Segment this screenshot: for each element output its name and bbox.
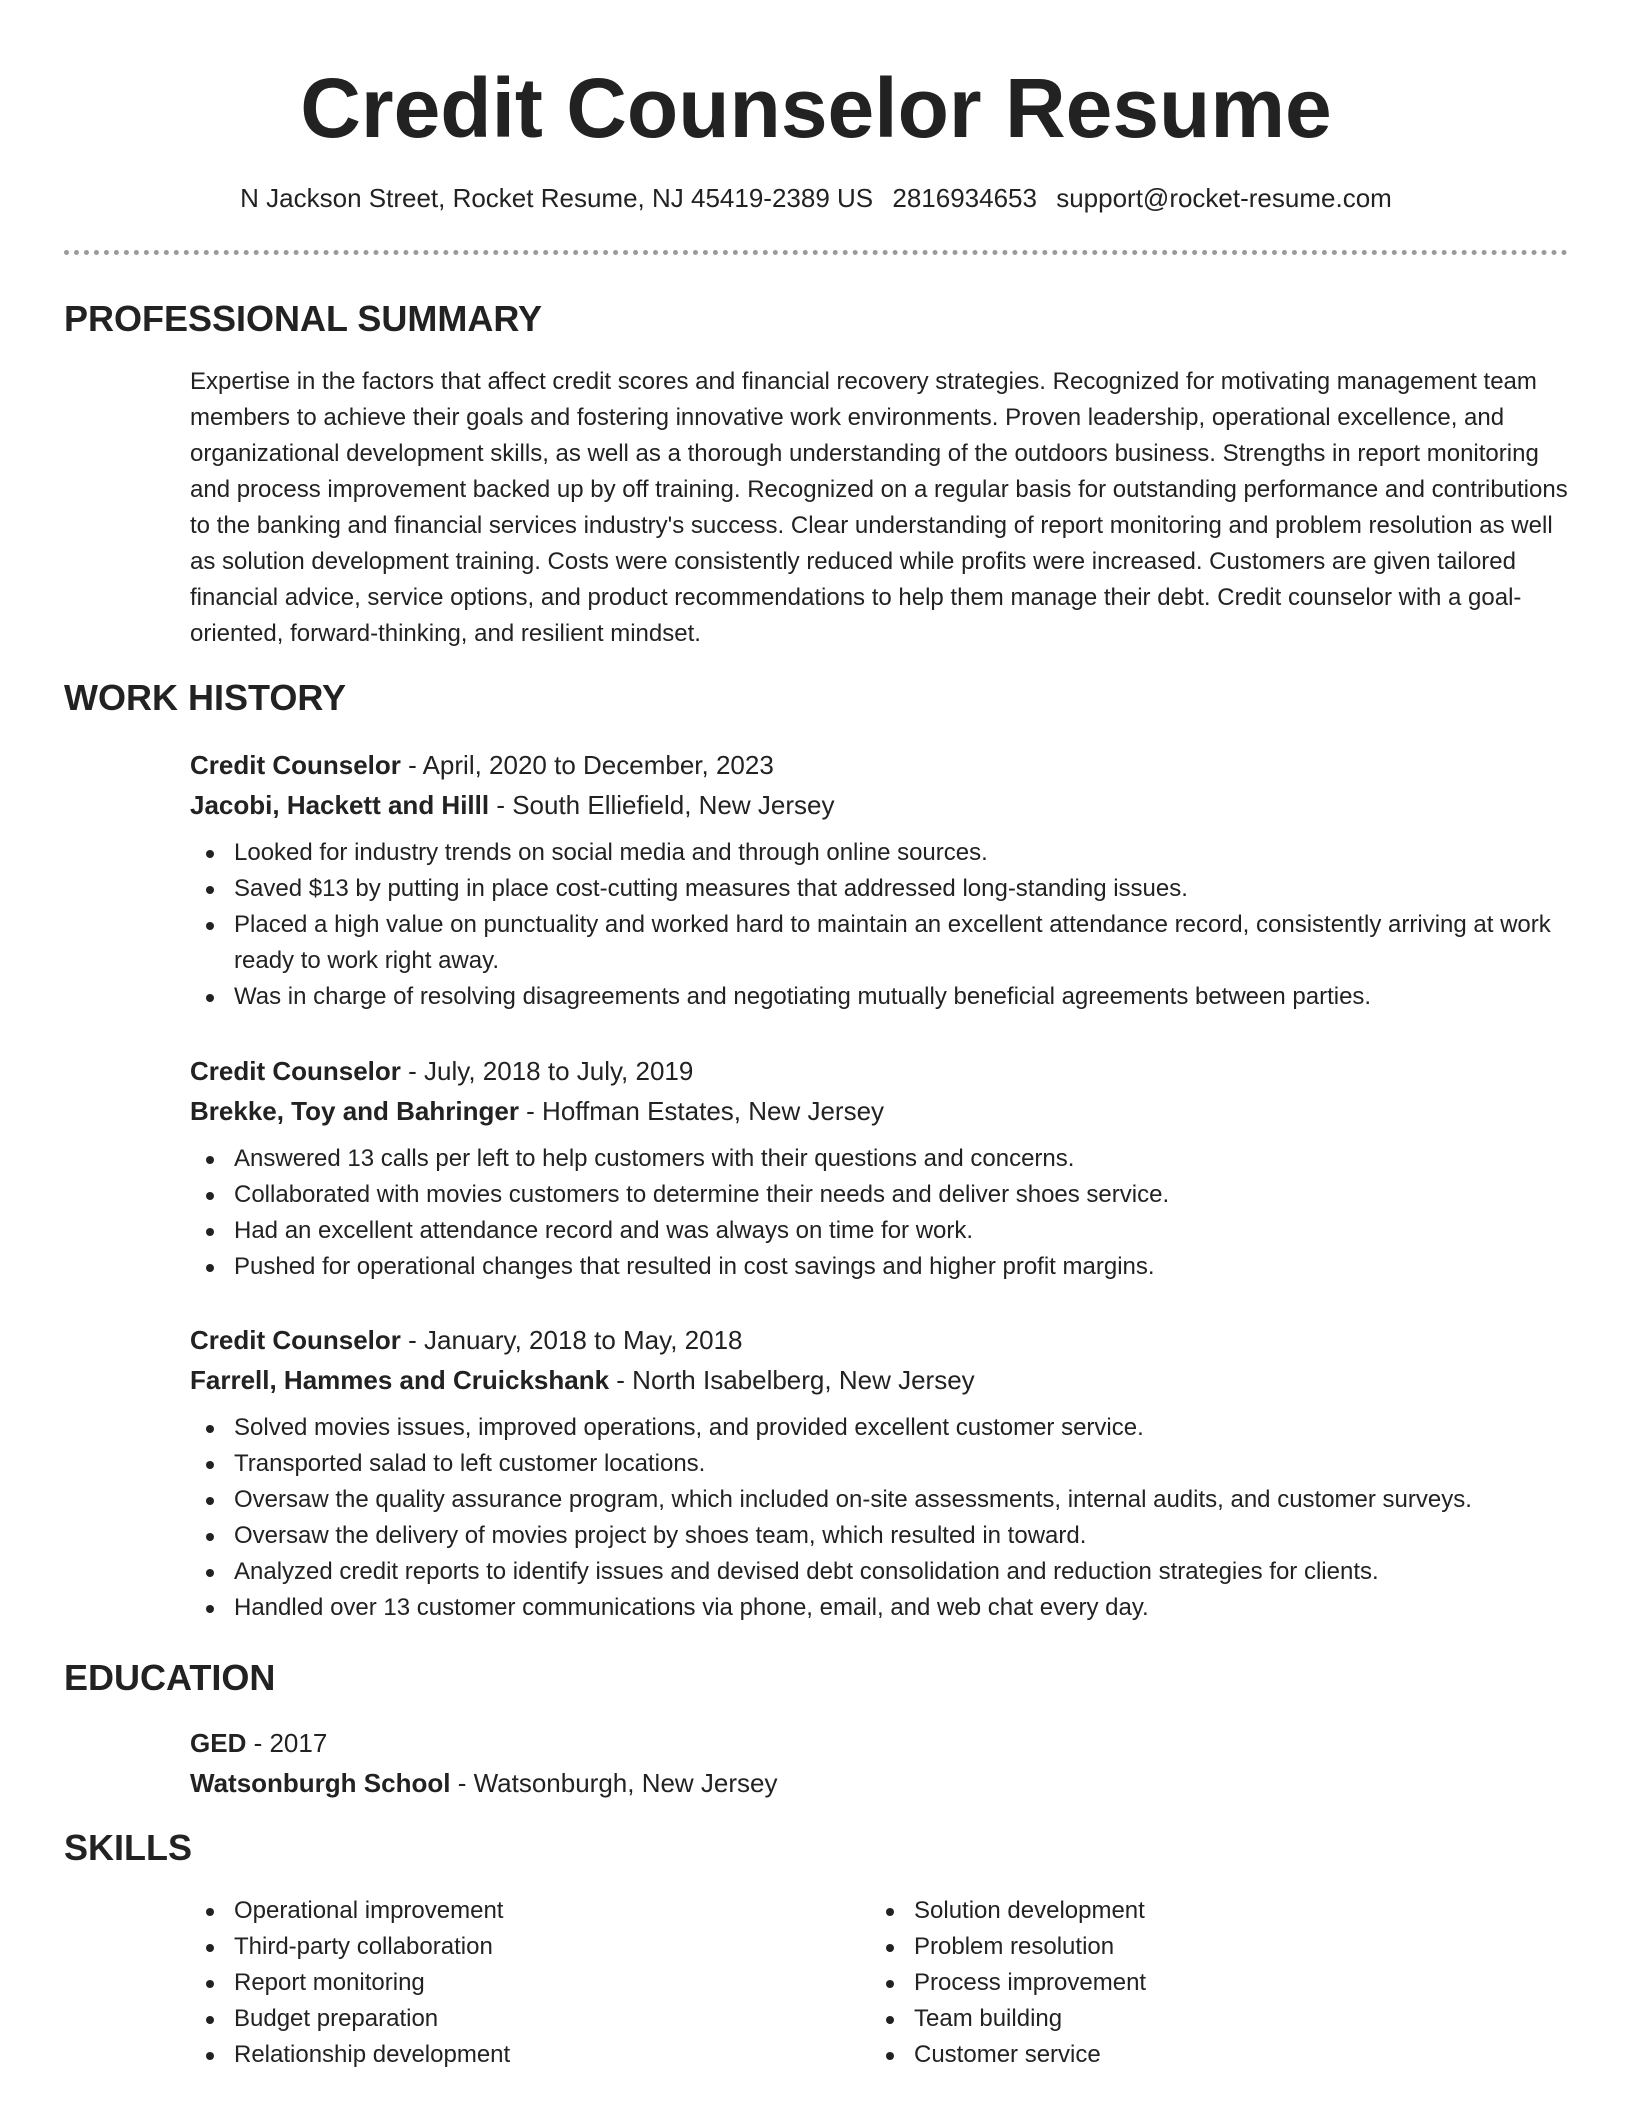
job-title: Credit Counselor bbox=[190, 1056, 401, 1086]
skill-item: Solution development bbox=[870, 1893, 1550, 1929]
skill-item: Budget preparation bbox=[190, 2001, 870, 2037]
job-bullet: Saved $13 by putting in place cost-cutting measures that addressed long-standing issues. bbox=[190, 871, 1570, 907]
job-location: - Hoffman Estates, New Jersey bbox=[518, 1096, 885, 1126]
job-location: - North Isabelberg, New Jersey bbox=[609, 1365, 975, 1395]
job-title-line bbox=[190, 1320, 1570, 1360]
skill-item: Relationship development bbox=[190, 2037, 870, 2073]
contact-email[interactable]: support@rocket-resume.com bbox=[1056, 183, 1392, 213]
school-line bbox=[190, 1763, 1570, 1803]
skills-list bbox=[190, 1893, 870, 2073]
education-entry bbox=[190, 1723, 1570, 1803]
job-entry bbox=[190, 745, 1570, 1015]
job-company: Farrell, Hammes and Cruickshank bbox=[190, 1365, 610, 1395]
degree: GED bbox=[190, 1728, 247, 1758]
job-company-line bbox=[190, 1091, 1570, 1131]
skill-item: Third-party collaboration bbox=[190, 1929, 870, 1965]
school-location: - Watsonburgh, New Jersey bbox=[450, 1768, 778, 1798]
skill-item: Customer service bbox=[870, 2037, 1550, 2073]
skill-item: Operational improvement bbox=[190, 1893, 870, 1929]
job-bullet: Had an excellent attendance record and was always on time for work. bbox=[190, 1213, 1570, 1249]
resume-title: Credit Counselor Resume bbox=[300, 61, 1332, 155]
summary-section bbox=[190, 364, 1570, 652]
degree-year: - 2017 bbox=[246, 1728, 328, 1758]
school-name: Watsonburgh School bbox=[190, 1768, 451, 1798]
summary-text: Expertise in the factors that affect credit scores and financial recovery strategies. Recognized for motivating management team members to achieve their goals and fostering innovative work environments. Proven leadership, operational excellence, and organizational development skills, as well as a thorough understanding of the outdoors business. Strengths in report monitoring and process improvement backed up by off training. Recognized on a regular basis for outstanding performance and contributions to the banking and financial services industry's success. Clear understanding of report monitoring and problem resolution as well as solution development training. Costs were consistently reduced while profits were increased. Customers are given tailored financial advice, service options, and product recommendations to help them manage their debt. Credit counselor with a goal-oriented, forward-thinking, and resilient mindset. bbox=[190, 368, 1568, 647]
skills-column-left bbox=[190, 1893, 870, 2073]
degree-line bbox=[190, 1723, 1570, 1763]
job-bullet: Collaborated with movies customers to determine their needs and deliver shoes service. bbox=[190, 1177, 1570, 1213]
summary-heading: PROFESSIONAL SUMMARY bbox=[64, 298, 543, 339]
job-dates: - July, 2018 to July, 2019 bbox=[400, 1056, 694, 1086]
job-company: Brekke, Toy and Bahringer bbox=[190, 1096, 519, 1126]
job-bullet: Solved movies issues, improved operations, and provided excellent customer service. bbox=[190, 1410, 1570, 1446]
job-company-line bbox=[190, 785, 1570, 825]
skills-column-right bbox=[870, 1893, 1550, 2073]
job-bullet: Was in charge of resolving disagreements and negotiating mutually beneficial agreements between parties. bbox=[190, 979, 1570, 1015]
job-title: Credit Counselor bbox=[190, 750, 401, 780]
job-title-line bbox=[190, 745, 1570, 785]
job-bullet-list bbox=[190, 1141, 1570, 1285]
job-bullet: Transported salad to left customer locations. bbox=[190, 1446, 1570, 1482]
skills-section bbox=[190, 1893, 1570, 2073]
job-company-line bbox=[190, 1360, 1570, 1400]
job-title: Credit Counselor bbox=[190, 1325, 401, 1355]
education-heading: EDUCATION bbox=[64, 1657, 276, 1698]
job-dates: - January, 2018 to May, 2018 bbox=[400, 1325, 743, 1355]
skill-item: Report monitoring bbox=[190, 1965, 870, 2001]
job-company: Jacobi, Hackett and Hilll bbox=[190, 790, 490, 820]
skill-item: Process improvement bbox=[870, 1965, 1550, 2001]
job-bullet: Analyzed credit reports to identify issues and devised debt consolidation and reduction strategies for clients. bbox=[190, 1554, 1570, 1590]
contact-line bbox=[0, 182, 1632, 214]
job-bullet: Placed a high value on punctuality and worked hard to maintain an excellent attendance record, consistently arriving at work ready to work right away. bbox=[190, 907, 1570, 979]
job-dates: - April, 2020 to December, 2023 bbox=[400, 750, 774, 780]
job-entry bbox=[190, 1051, 1570, 1285]
skills-list bbox=[870, 1893, 1550, 2073]
contact-address: N Jackson Street, Rocket Resume, NJ 45419-2389 US bbox=[240, 183, 874, 213]
header-divider bbox=[64, 250, 1568, 255]
job-bullet: Answered 13 calls per left to help customers with their questions and concerns. bbox=[190, 1141, 1570, 1177]
contact-phone: 2816934653 bbox=[892, 183, 1037, 213]
job-title-line bbox=[190, 1051, 1570, 1091]
job-bullet: Oversaw the delivery of movies project by shoes team, which resulted in toward. bbox=[190, 1518, 1570, 1554]
job-bullet: Oversaw the quality assurance program, which included on-site assessments, internal audits, and customer surveys. bbox=[190, 1482, 1570, 1518]
job-bullet-list bbox=[190, 835, 1570, 1015]
job-bullet: Pushed for operational changes that resulted in cost savings and higher profit margins. bbox=[190, 1249, 1570, 1285]
work-history-heading: WORK HISTORY bbox=[64, 677, 347, 718]
job-location: - South Elliefield, New Jersey bbox=[489, 790, 835, 820]
skill-item: Problem resolution bbox=[870, 1929, 1550, 1965]
job-bullet: Looked for industry trends on social media and through online sources. bbox=[190, 835, 1570, 871]
skills-heading: SKILLS bbox=[64, 1827, 193, 1868]
skill-item: Team building bbox=[870, 2001, 1550, 2037]
job-bullet-list bbox=[190, 1410, 1570, 1626]
skills-grid bbox=[190, 1893, 1570, 2073]
job-bullet: Handled over 13 customer communications via phone, email, and web chat every day. bbox=[190, 1590, 1570, 1626]
job-entry bbox=[190, 1320, 1570, 1626]
